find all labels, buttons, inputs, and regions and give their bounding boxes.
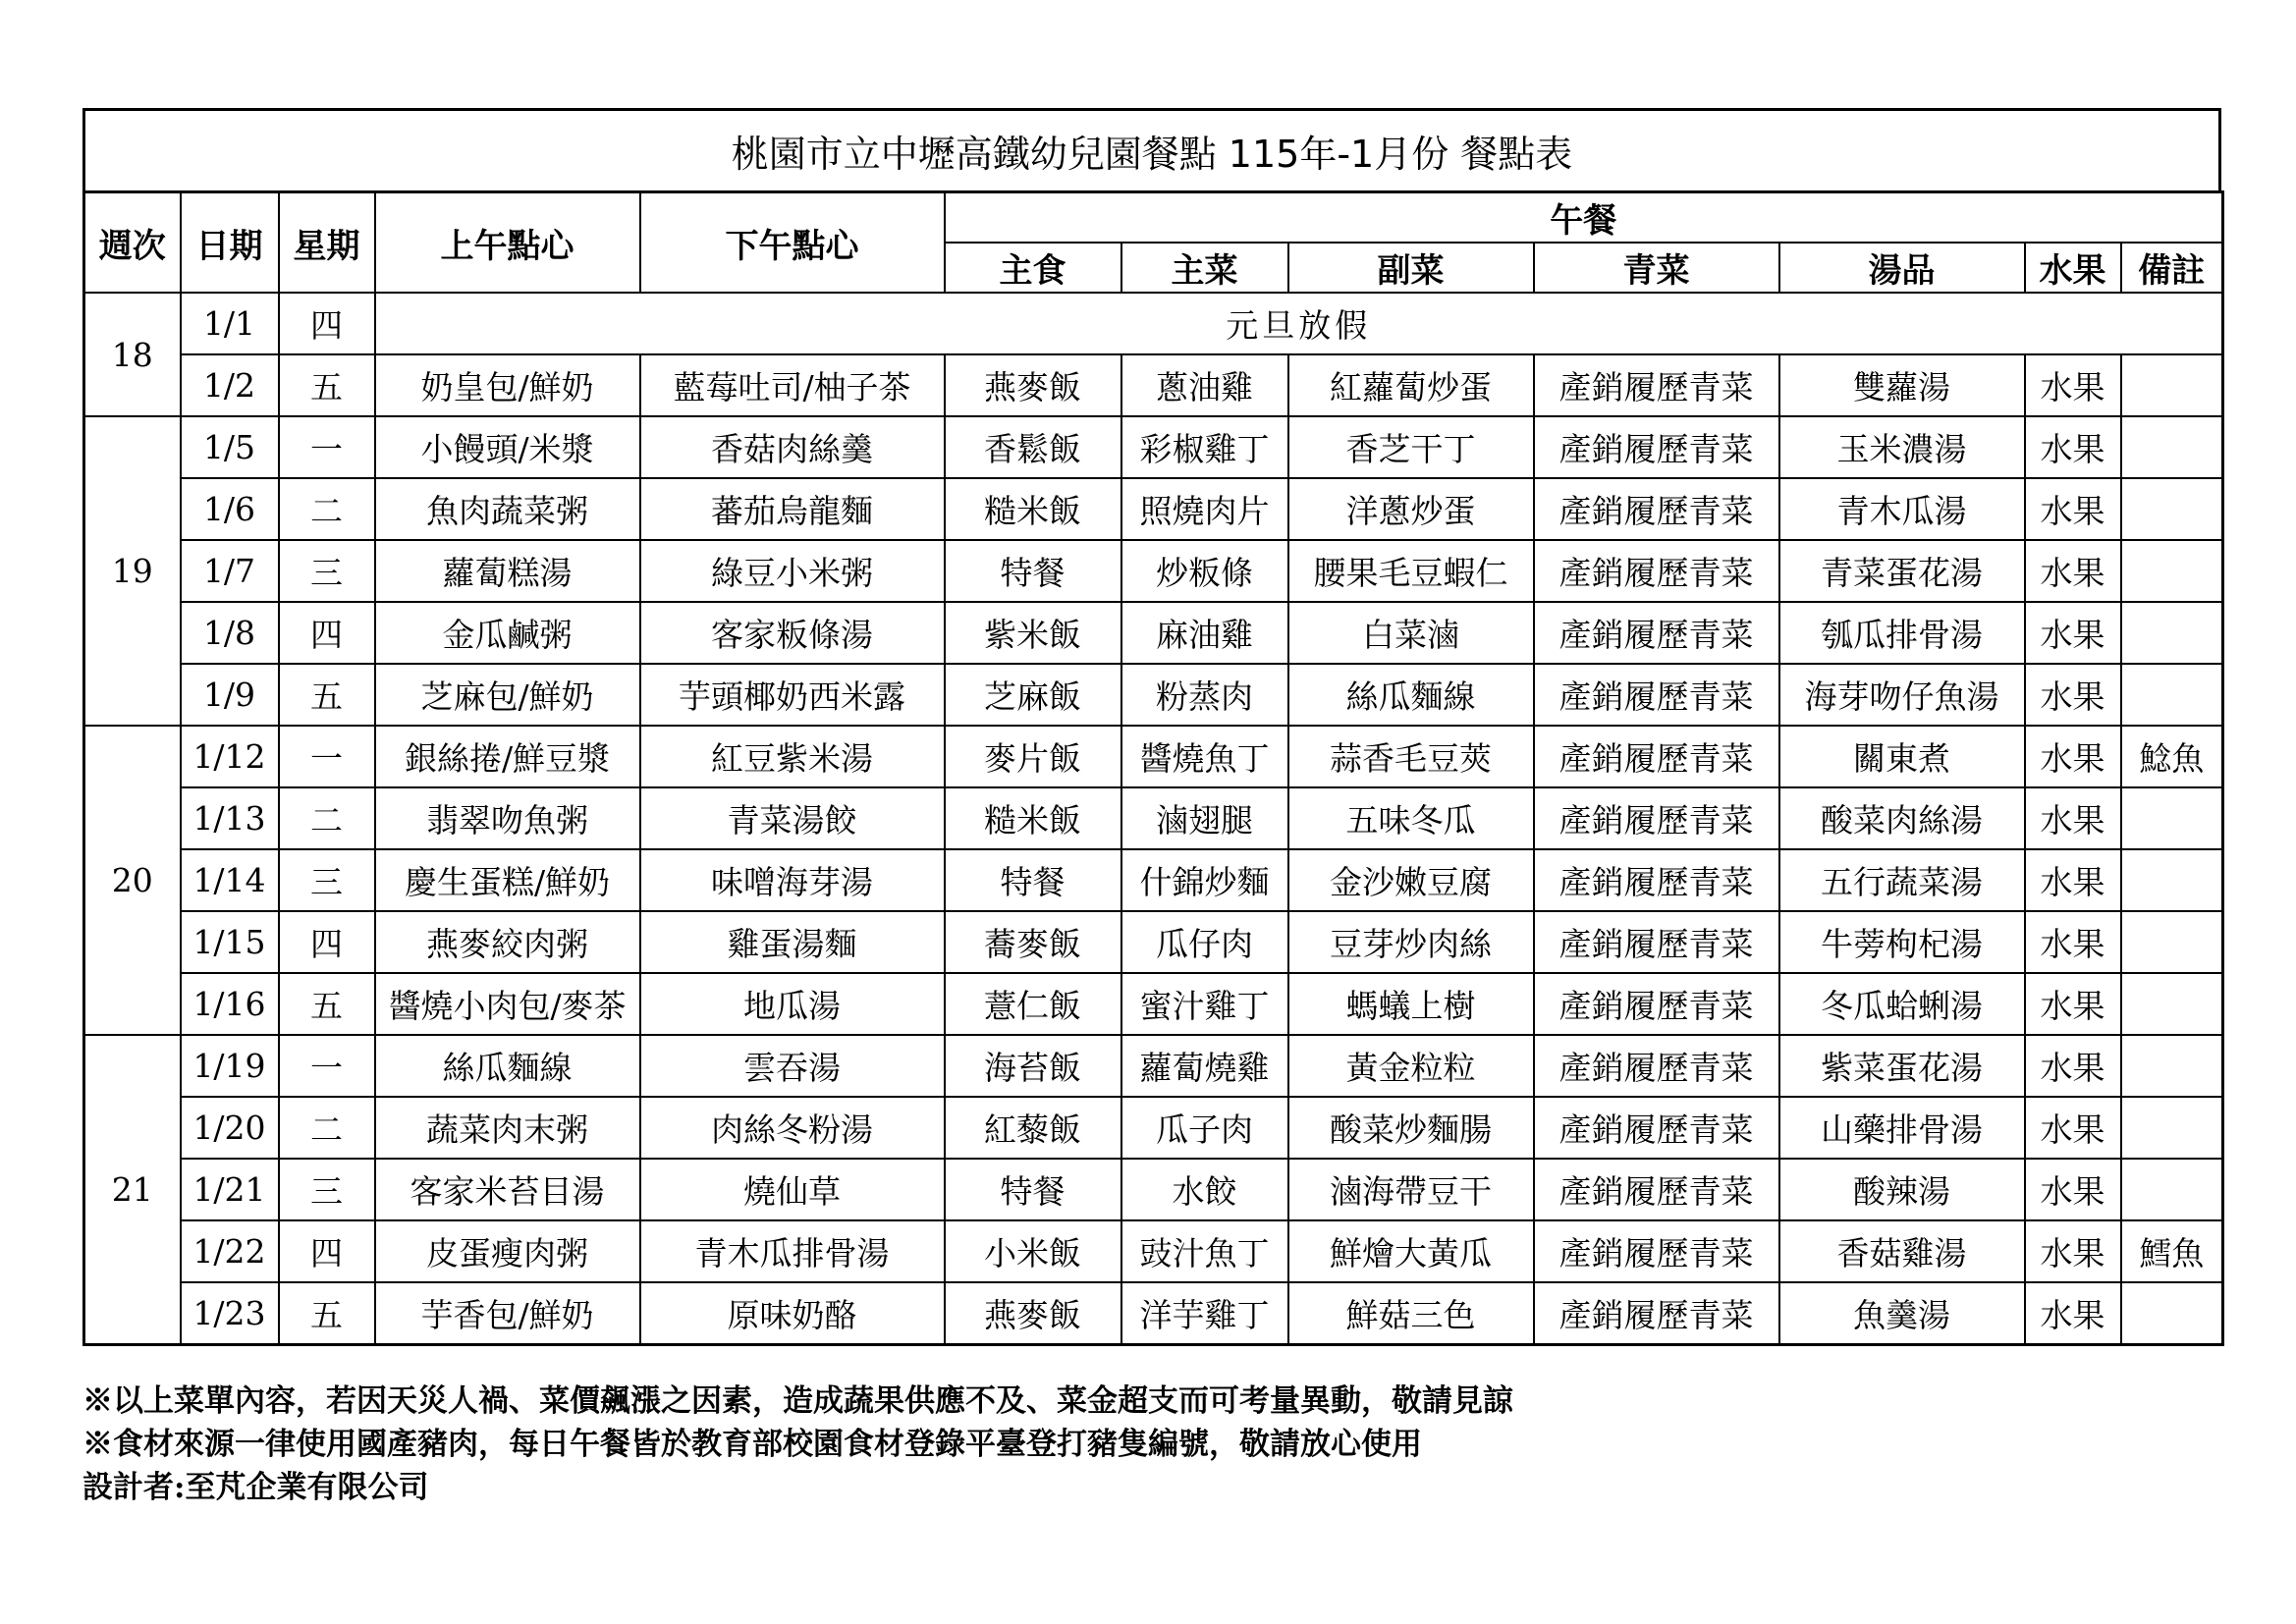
side-dish-cell: 五味冬瓜 xyxy=(1288,787,1534,849)
side-dish-cell: 鮮燴大黃瓜 xyxy=(1288,1220,1534,1282)
table-row xyxy=(84,416,2223,478)
pm-snack-cell: 芋頭椰奶西米露 xyxy=(640,664,945,726)
col-soup: 湯品 xyxy=(1779,243,2025,293)
soup-cell: 雙蘿湯 xyxy=(1779,354,2025,416)
side-dish-cell: 金沙嫩豆腐 xyxy=(1288,849,1534,911)
col-main: 主菜 xyxy=(1121,243,1288,293)
date-cell: 1/9 xyxy=(181,664,279,726)
side-dish-cell: 絲瓜麵線 xyxy=(1288,664,1534,726)
soup-cell: 酸菜肉絲湯 xyxy=(1779,787,2025,849)
main-dish-cell: 什錦炒麵 xyxy=(1121,849,1288,911)
side-dish-cell: 酸菜炒麵腸 xyxy=(1288,1097,1534,1159)
col-week: 週次 xyxy=(84,192,181,294)
am-snack-cell: 翡翠吻魚粥 xyxy=(375,787,640,849)
table-row xyxy=(84,1035,2223,1097)
weekday-cell: 五 xyxy=(279,354,375,416)
main-dish-cell: 麻油雞 xyxy=(1121,602,1288,664)
vegetable-cell: 產銷履歷青菜 xyxy=(1534,973,1779,1035)
side-dish-cell: 螞蟻上樹 xyxy=(1288,973,1534,1035)
remark-cell xyxy=(2121,602,2223,664)
col-veg: 青菜 xyxy=(1534,243,1779,293)
date-cell: 1/13 xyxy=(181,787,279,849)
remark-cell: 鯰魚 xyxy=(2121,726,2223,787)
vegetable-cell: 產銷履歷青菜 xyxy=(1534,1159,1779,1220)
am-snack-cell: 小饅頭/米漿 xyxy=(375,416,640,478)
weekday-cell: 三 xyxy=(279,1159,375,1220)
main-dish-cell: 瓜子肉 xyxy=(1121,1097,1288,1159)
holiday-cell: 元旦放假 xyxy=(375,293,2223,354)
col-lunch: 午餐 xyxy=(945,192,2223,244)
col-staple: 主食 xyxy=(945,243,1121,293)
soup-cell: 青木瓜湯 xyxy=(1779,478,2025,540)
am-snack-cell: 金瓜鹹粥 xyxy=(375,602,640,664)
table-row xyxy=(84,354,2223,416)
designer-credit: 設計者:至芃企業有限公司 xyxy=(82,1470,429,1505)
col-fruit: 水果 xyxy=(2025,243,2121,293)
col-remark: 備註 xyxy=(2121,243,2223,293)
page-title: 桃園市立中壢高鐵幼兒園餐點 115年-1月份 餐點表 xyxy=(82,108,2221,190)
remark-cell xyxy=(2121,1035,2223,1097)
main-dish-cell: 彩椒雞丁 xyxy=(1121,416,1288,478)
footer-notes xyxy=(82,1380,1513,1509)
vegetable-cell: 產銷履歷青菜 xyxy=(1534,1097,1779,1159)
pm-snack-cell: 原味奶酪 xyxy=(640,1282,945,1344)
main-dish-cell: 瓜仔肉 xyxy=(1121,911,1288,973)
staple-cell: 薏仁飯 xyxy=(945,973,1121,1035)
soup-cell: 關東煮 xyxy=(1779,726,2025,787)
soup-cell: 海芽吻仔魚湯 xyxy=(1779,664,2025,726)
note-line: ※食材來源一律使用國產豬肉，每日午餐皆於教育部校園食材登錄平臺登打豬隻編號，敬請放心使用 xyxy=(82,1427,1422,1462)
am-snack-cell: 銀絲捲/鮮豆漿 xyxy=(375,726,640,787)
side-dish-cell: 滷海帶豆干 xyxy=(1288,1159,1534,1220)
am-snack-cell: 芝麻包/鮮奶 xyxy=(375,664,640,726)
vegetable-cell: 產銷履歷青菜 xyxy=(1534,911,1779,973)
am-snack-cell: 蔬菜肉末粥 xyxy=(375,1097,640,1159)
remark-cell xyxy=(2121,664,2223,726)
main-dish-cell: 照燒肉片 xyxy=(1121,478,1288,540)
date-cell: 1/20 xyxy=(181,1097,279,1159)
side-dish-cell: 豆芽炒肉絲 xyxy=(1288,911,1534,973)
weekday-cell: 四 xyxy=(279,911,375,973)
fruit-cell: 水果 xyxy=(2025,849,2121,911)
table-row xyxy=(84,664,2223,726)
table-row xyxy=(84,787,2223,849)
pm-snack-cell: 青木瓜排骨湯 xyxy=(640,1220,945,1282)
pm-snack-cell: 綠豆小米粥 xyxy=(640,540,945,602)
am-snack-cell: 皮蛋瘦肉粥 xyxy=(375,1220,640,1282)
note-line: ※以上菜單內容，若因天災人禍、菜價飆漲之因素，造成蔬果供應不及、菜金超支而可考量異動，敬請見諒 xyxy=(82,1383,1513,1419)
main-dish-cell: 醬燒魚丁 xyxy=(1121,726,1288,787)
weekday-cell: 五 xyxy=(279,1282,375,1344)
staple-cell: 紅藜飯 xyxy=(945,1097,1121,1159)
vegetable-cell: 產銷履歷青菜 xyxy=(1534,664,1779,726)
fruit-cell: 水果 xyxy=(2025,478,2121,540)
staple-cell: 燕麥飯 xyxy=(945,354,1121,416)
pm-snack-cell: 燒仙草 xyxy=(640,1159,945,1220)
fruit-cell: 水果 xyxy=(2025,1282,2121,1344)
weekday-cell: 一 xyxy=(279,1035,375,1097)
fruit-cell: 水果 xyxy=(2025,416,2121,478)
vegetable-cell: 產銷履歷青菜 xyxy=(1534,1282,1779,1344)
pm-snack-cell: 蕃茄烏龍麵 xyxy=(640,478,945,540)
staple-cell: 糙米飯 xyxy=(945,478,1121,540)
weekday-cell: 一 xyxy=(279,416,375,478)
fruit-cell: 水果 xyxy=(2025,1159,2121,1220)
fruit-cell: 水果 xyxy=(2025,726,2121,787)
weekday-cell: 五 xyxy=(279,973,375,1035)
soup-cell: 紫菜蛋花湯 xyxy=(1779,1035,2025,1097)
fruit-cell: 水果 xyxy=(2025,602,2121,664)
staple-cell: 特餐 xyxy=(945,540,1121,602)
date-cell: 1/22 xyxy=(181,1220,279,1282)
main-dish-cell: 蘿蔔燒雞 xyxy=(1121,1035,1288,1097)
fruit-cell: 水果 xyxy=(2025,664,2121,726)
vegetable-cell: 產銷履歷青菜 xyxy=(1534,540,1779,602)
soup-cell: 瓠瓜排骨湯 xyxy=(1779,602,2025,664)
col-date: 日期 xyxy=(181,192,279,294)
fruit-cell: 水果 xyxy=(2025,787,2121,849)
fruit-cell: 水果 xyxy=(2025,354,2121,416)
pm-snack-cell: 紅豆紫米湯 xyxy=(640,726,945,787)
soup-cell: 青菜蛋花湯 xyxy=(1779,540,2025,602)
table-row xyxy=(84,293,2223,354)
staple-cell: 海苔飯 xyxy=(945,1035,1121,1097)
col-weekday: 星期 xyxy=(279,192,375,294)
col-side: 副菜 xyxy=(1288,243,1534,293)
date-cell: 1/12 xyxy=(181,726,279,787)
weekday-cell: 三 xyxy=(279,540,375,602)
menu-body xyxy=(84,293,2223,1344)
date-cell: 1/19 xyxy=(181,1035,279,1097)
col-am-snack: 上午點心 xyxy=(375,192,640,294)
side-dish-cell: 鮮菇三色 xyxy=(1288,1282,1534,1344)
week-number: 21 xyxy=(84,1035,181,1344)
date-cell: 1/14 xyxy=(181,849,279,911)
remark-cell xyxy=(2121,787,2223,849)
vegetable-cell: 產銷履歷青菜 xyxy=(1534,478,1779,540)
staple-cell: 芝麻飯 xyxy=(945,664,1121,726)
side-dish-cell: 白菜滷 xyxy=(1288,602,1534,664)
staple-cell: 小米飯 xyxy=(945,1220,1121,1282)
fruit-cell: 水果 xyxy=(2025,911,2121,973)
pm-snack-cell: 地瓜湯 xyxy=(640,973,945,1035)
fruit-cell: 水果 xyxy=(2025,1035,2121,1097)
pm-snack-cell: 雲吞湯 xyxy=(640,1035,945,1097)
weekday-cell: 四 xyxy=(279,293,375,354)
fruit-cell: 水果 xyxy=(2025,1097,2121,1159)
pm-snack-cell: 香菇肉絲羹 xyxy=(640,416,945,478)
table-row xyxy=(84,726,2223,787)
vegetable-cell: 產銷履歷青菜 xyxy=(1534,787,1779,849)
vegetable-cell: 產銷履歷青菜 xyxy=(1534,1035,1779,1097)
am-snack-cell: 蘿蔔糕湯 xyxy=(375,540,640,602)
table-row xyxy=(84,973,2223,1035)
main-dish-cell: 粉蒸肉 xyxy=(1121,664,1288,726)
main-dish-cell: 炒粄條 xyxy=(1121,540,1288,602)
am-snack-cell: 魚肉蔬菜粥 xyxy=(375,478,640,540)
week-number: 18 xyxy=(84,293,181,416)
table-row xyxy=(84,911,2223,973)
remark-cell xyxy=(2121,911,2223,973)
am-snack-cell: 醬燒小肉包/麥茶 xyxy=(375,973,640,1035)
table-row xyxy=(84,602,2223,664)
soup-cell: 冬瓜蛤蜊湯 xyxy=(1779,973,2025,1035)
date-cell: 1/5 xyxy=(181,416,279,478)
pm-snack-cell: 藍莓吐司/柚子茶 xyxy=(640,354,945,416)
date-cell: 1/23 xyxy=(181,1282,279,1344)
soup-cell: 牛蒡枸杞湯 xyxy=(1779,911,2025,973)
am-snack-cell: 慶生蛋糕/鮮奶 xyxy=(375,849,640,911)
fruit-cell: 水果 xyxy=(2025,973,2121,1035)
remark-cell xyxy=(2121,416,2223,478)
pm-snack-cell: 雞蛋湯麵 xyxy=(640,911,945,973)
weekday-cell: 四 xyxy=(279,1220,375,1282)
week-number: 20 xyxy=(84,726,181,1035)
side-dish-cell: 黃金粒粒 xyxy=(1288,1035,1534,1097)
soup-cell: 酸辣湯 xyxy=(1779,1159,2025,1220)
staple-cell: 蕎麥飯 xyxy=(945,911,1121,973)
side-dish-cell: 腰果毛豆蝦仁 xyxy=(1288,540,1534,602)
side-dish-cell: 洋蔥炒蛋 xyxy=(1288,478,1534,540)
main-dish-cell: 滷翅腿 xyxy=(1121,787,1288,849)
menu-table xyxy=(82,190,2224,1346)
main-dish-cell: 蜜汁雞丁 xyxy=(1121,973,1288,1035)
remark-cell xyxy=(2121,849,2223,911)
remark-cell xyxy=(2121,1159,2223,1220)
weekday-cell: 一 xyxy=(279,726,375,787)
table-row xyxy=(84,1159,2223,1220)
remark-cell xyxy=(2121,1282,2223,1344)
vegetable-cell: 產銷履歷青菜 xyxy=(1534,354,1779,416)
date-cell: 1/21 xyxy=(181,1159,279,1220)
staple-cell: 麥片飯 xyxy=(945,726,1121,787)
pm-snack-cell: 客家粄條湯 xyxy=(640,602,945,664)
weekday-cell: 二 xyxy=(279,1097,375,1159)
menu-sheet xyxy=(82,108,2221,1346)
soup-cell: 魚羹湯 xyxy=(1779,1282,2025,1344)
staple-cell: 香鬆飯 xyxy=(945,416,1121,478)
week-number: 19 xyxy=(84,416,181,726)
date-cell: 1/1 xyxy=(181,293,279,354)
weekday-cell: 二 xyxy=(279,478,375,540)
pm-snack-cell: 青菜湯餃 xyxy=(640,787,945,849)
side-dish-cell: 紅蘿蔔炒蛋 xyxy=(1288,354,1534,416)
am-snack-cell: 芋香包/鮮奶 xyxy=(375,1282,640,1344)
date-cell: 1/8 xyxy=(181,602,279,664)
staple-cell: 糙米飯 xyxy=(945,787,1121,849)
date-cell: 1/16 xyxy=(181,973,279,1035)
table-row xyxy=(84,540,2223,602)
am-snack-cell: 奶皇包/鮮奶 xyxy=(375,354,640,416)
pm-snack-cell: 肉絲冬粉湯 xyxy=(640,1097,945,1159)
vegetable-cell: 產銷履歷青菜 xyxy=(1534,1220,1779,1282)
table-row xyxy=(84,478,2223,540)
date-cell: 1/2 xyxy=(181,354,279,416)
fruit-cell: 水果 xyxy=(2025,540,2121,602)
soup-cell: 玉米濃湯 xyxy=(1779,416,2025,478)
vegetable-cell: 產銷履歷青菜 xyxy=(1534,849,1779,911)
weekday-cell: 三 xyxy=(279,849,375,911)
weekday-cell: 五 xyxy=(279,664,375,726)
pm-snack-cell: 味噌海芽湯 xyxy=(640,849,945,911)
remark-cell xyxy=(2121,354,2223,416)
main-dish-cell: 豉汁魚丁 xyxy=(1121,1220,1288,1282)
staple-cell: 特餐 xyxy=(945,1159,1121,1220)
weekday-cell: 二 xyxy=(279,787,375,849)
side-dish-cell: 香芝干丁 xyxy=(1288,416,1534,478)
soup-cell: 山藥排骨湯 xyxy=(1779,1097,2025,1159)
table-row xyxy=(84,1220,2223,1282)
main-dish-cell: 洋芋雞丁 xyxy=(1121,1282,1288,1344)
table-row xyxy=(84,1282,2223,1344)
main-dish-cell: 蔥油雞 xyxy=(1121,354,1288,416)
date-cell: 1/15 xyxy=(181,911,279,973)
remark-cell xyxy=(2121,478,2223,540)
side-dish-cell: 蒜香毛豆莢 xyxy=(1288,726,1534,787)
remark-cell: 鱈魚 xyxy=(2121,1220,2223,1282)
header-row-1 xyxy=(84,192,2223,244)
soup-cell: 香菇雞湯 xyxy=(1779,1220,2025,1282)
main-dish-cell: 水餃 xyxy=(1121,1159,1288,1220)
date-cell: 1/7 xyxy=(181,540,279,602)
table-row xyxy=(84,1097,2223,1159)
am-snack-cell: 絲瓜麵線 xyxy=(375,1035,640,1097)
weekday-cell: 四 xyxy=(279,602,375,664)
staple-cell: 紫米飯 xyxy=(945,602,1121,664)
vegetable-cell: 產銷履歷青菜 xyxy=(1534,602,1779,664)
table-row xyxy=(84,849,2223,911)
am-snack-cell: 客家米苔目湯 xyxy=(375,1159,640,1220)
vegetable-cell: 產銷履歷青菜 xyxy=(1534,726,1779,787)
date-cell: 1/6 xyxy=(181,478,279,540)
remark-cell xyxy=(2121,540,2223,602)
fruit-cell: 水果 xyxy=(2025,1220,2121,1282)
am-snack-cell: 燕麥絞肉粥 xyxy=(375,911,640,973)
staple-cell: 特餐 xyxy=(945,849,1121,911)
staple-cell: 燕麥飯 xyxy=(945,1282,1121,1344)
soup-cell: 五行蔬菜湯 xyxy=(1779,849,2025,911)
remark-cell xyxy=(2121,1097,2223,1159)
col-pm-snack: 下午點心 xyxy=(640,192,945,294)
vegetable-cell: 產銷履歷青菜 xyxy=(1534,416,1779,478)
remark-cell xyxy=(2121,973,2223,1035)
